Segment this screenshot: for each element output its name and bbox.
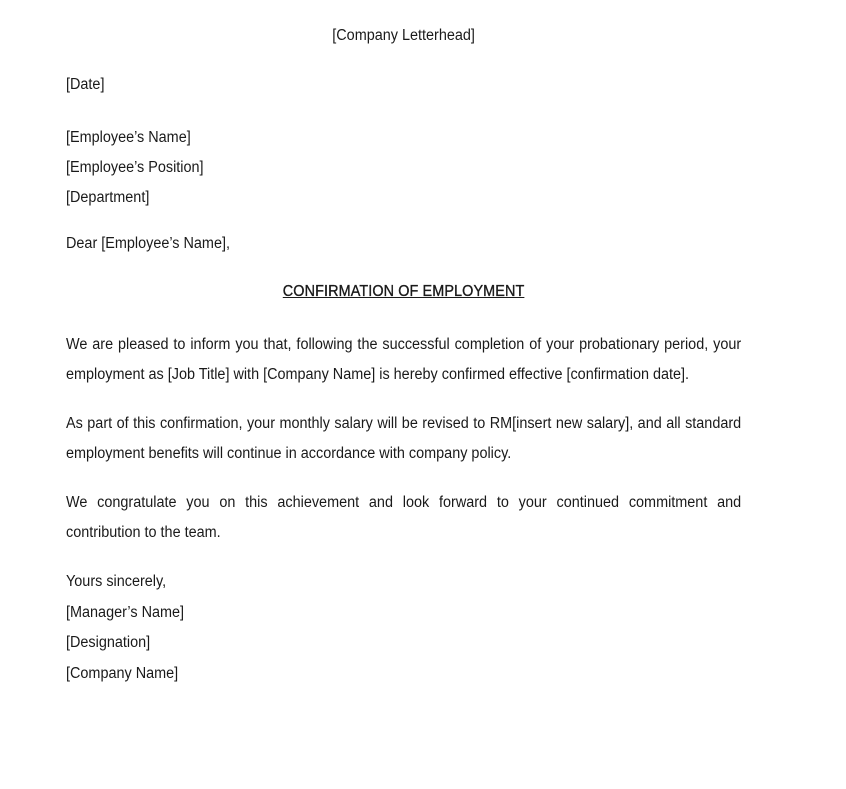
manager-designation: [Designation] [66, 634, 151, 651]
recipient-name: [Employee’s Name] [66, 129, 191, 146]
recipient-position: [Employee’s Position] [66, 159, 204, 176]
paragraph-confirmation: We are pleased to inform you that, following the successful completion of your probationary period, your employment as [Job Title] with [Company Name] is hereby confirmed effective [confirmation date]. [66, 336, 742, 383]
signoff-company-name: [Company Name] [66, 664, 179, 682]
valediction: Yours sincerely, [66, 573, 167, 590]
letter-body [66, 24, 741, 689]
subject-heading [66, 280, 741, 304]
company-letterhead: [Company Letterhead] [332, 27, 475, 44]
salutation: Dear [Employee’s Name], [66, 235, 230, 252]
paragraph-salary: As part of this confirmation, your monthly salary will be revised to RM[insert new salary], and all standard employment benefits will continue in accordance with company policy. [66, 415, 742, 462]
recipient-block [66, 123, 741, 213]
paragraph-congratulations: We congratulate you on this achievement and look forward to your continued commitment and contribution to the team. [66, 494, 742, 541]
subject-heading-text: CONFIRMATION OF EMPLOYMENT [282, 283, 525, 300]
letter-date: [Date] [66, 76, 105, 93]
recipient-department: [Department] [66, 189, 150, 206]
closing-block [66, 567, 741, 689]
manager-name: [Manager’s Name] [66, 603, 185, 621]
